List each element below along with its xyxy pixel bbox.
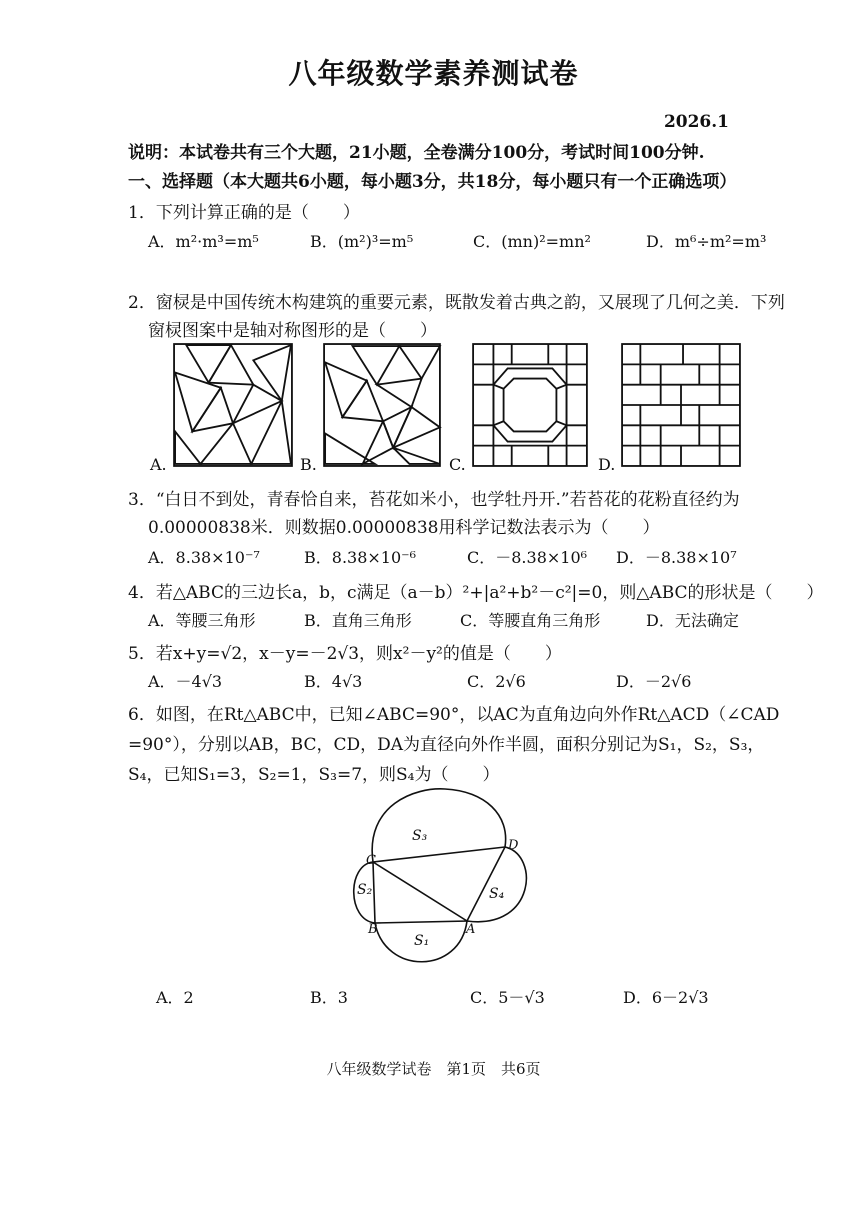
instructions: 说明：本试卷共有三个大题，21小题，全卷满分100分，考试时间100分钟. [128,143,705,163]
area-s2-label: S₂ [357,882,373,898]
figure-b-label: B. [300,455,317,474]
exam-date: 2026.1 [663,112,729,132]
figure-a-label: A. [150,455,167,474]
q6-option-a: A．2 [156,988,194,1007]
q5-option-d: D．－2√6 [616,672,692,691]
point-d-label: D [508,838,519,853]
figure-c-label: C. [449,455,466,474]
point-a-label: A [466,922,476,937]
q4-option-b: B．直角三角形 [304,611,412,630]
page-footer: 八年级数学试卷 第1页 共6页 [326,1060,541,1078]
q4-option-d: D．无法确定 [646,611,739,630]
question-2-line1: 2．窗棂是中国传统木构建筑的重要元素，既散发着古典之韵，又展现了几何之美．下列 [128,293,785,313]
q1-option-a: A．m²·m³=m⁵ [148,232,259,251]
point-b-label: B [368,922,378,937]
question-3-line2: 0.00000838米．则数据0.00000838用科学记数法表示为（ ） [148,518,660,538]
q5-option-b: B．4√3 [304,672,363,691]
q5-option-a: A．－4√3 [148,672,223,691]
question-6-line1: 6．如图，在Rt△ABC中，已知∠ABC=90°，以AC为直角边向外作Rt△ACD（∠CAD [128,705,780,725]
question-5-stem: 5．若x+y=√2，x－y=－2√3，则x²－y²的值是（ ） [128,644,562,664]
q3-option-c: C．－8.38×10⁶ [467,548,588,567]
page-title: 八年级数学素养测试卷 [288,57,579,90]
q3-option-b: B．8.38×10⁻⁶ [304,548,417,567]
lattice-figure-d [620,342,742,468]
area-s4-label: S₄ [489,886,505,902]
section-heading: 一、选择题（本大题共6小题，每小题3分，共18分，每小题只有一个正确选项） [128,172,737,192]
lattice-figure-a [172,342,294,468]
area-s1-label: S₁ [414,933,430,949]
q4-option-a: A．等腰三角形 [148,611,256,630]
q6-option-b: B．3 [310,988,348,1007]
q3-option-a: A．8.38×10⁻⁷ [148,548,260,567]
q6-option-c: C．5－√3 [470,988,545,1007]
semicircle-figure [345,785,535,975]
area-s3-label: S₃ [412,828,428,844]
q1-option-b: B．(m²)³=m⁵ [310,232,414,251]
question-2-line2: 窗棂图案中是轴对称图形的是（ ） [148,321,437,341]
q1-option-c: C．(mn)²=mn² [473,232,591,251]
point-c-label: C [366,853,376,868]
q4-option-c: C．等腰直角三角形 [460,611,601,630]
q1-option-d: D．m⁶÷m²=m³ [646,232,767,251]
q5-option-c: C．2√6 [467,672,526,691]
question-6-line3: S₄，已知S₁=3，S₂=1，S₃=7，则S₄为（ ） [128,765,500,785]
lattice-figure-b [322,342,442,468]
lattice-figure-c [471,342,589,468]
question-3-line1: 3．“白日不到处，青春恰自来，苔花如米小，也学牡丹开.”若苔花的花粉直径约为 [128,490,740,510]
question-4-stem: 4．若△ABC的三边长a，b，c满足（a－b）²+|a²+b²－c²|=0，则△ABC的形状是（ ） [128,583,824,603]
q3-option-d: D．－8.38×10⁷ [616,548,737,567]
question-6-line2: =90°），分别以AB，BC，CD，DA为直径向外作半圆，面积分别记为S₁，S₂，S₃， [128,735,765,755]
q6-option-d: D．6－2√3 [623,988,709,1007]
question-1-stem: 1．下列计算正确的是（ ） [128,203,360,223]
figure-d-label: D. [598,455,616,474]
